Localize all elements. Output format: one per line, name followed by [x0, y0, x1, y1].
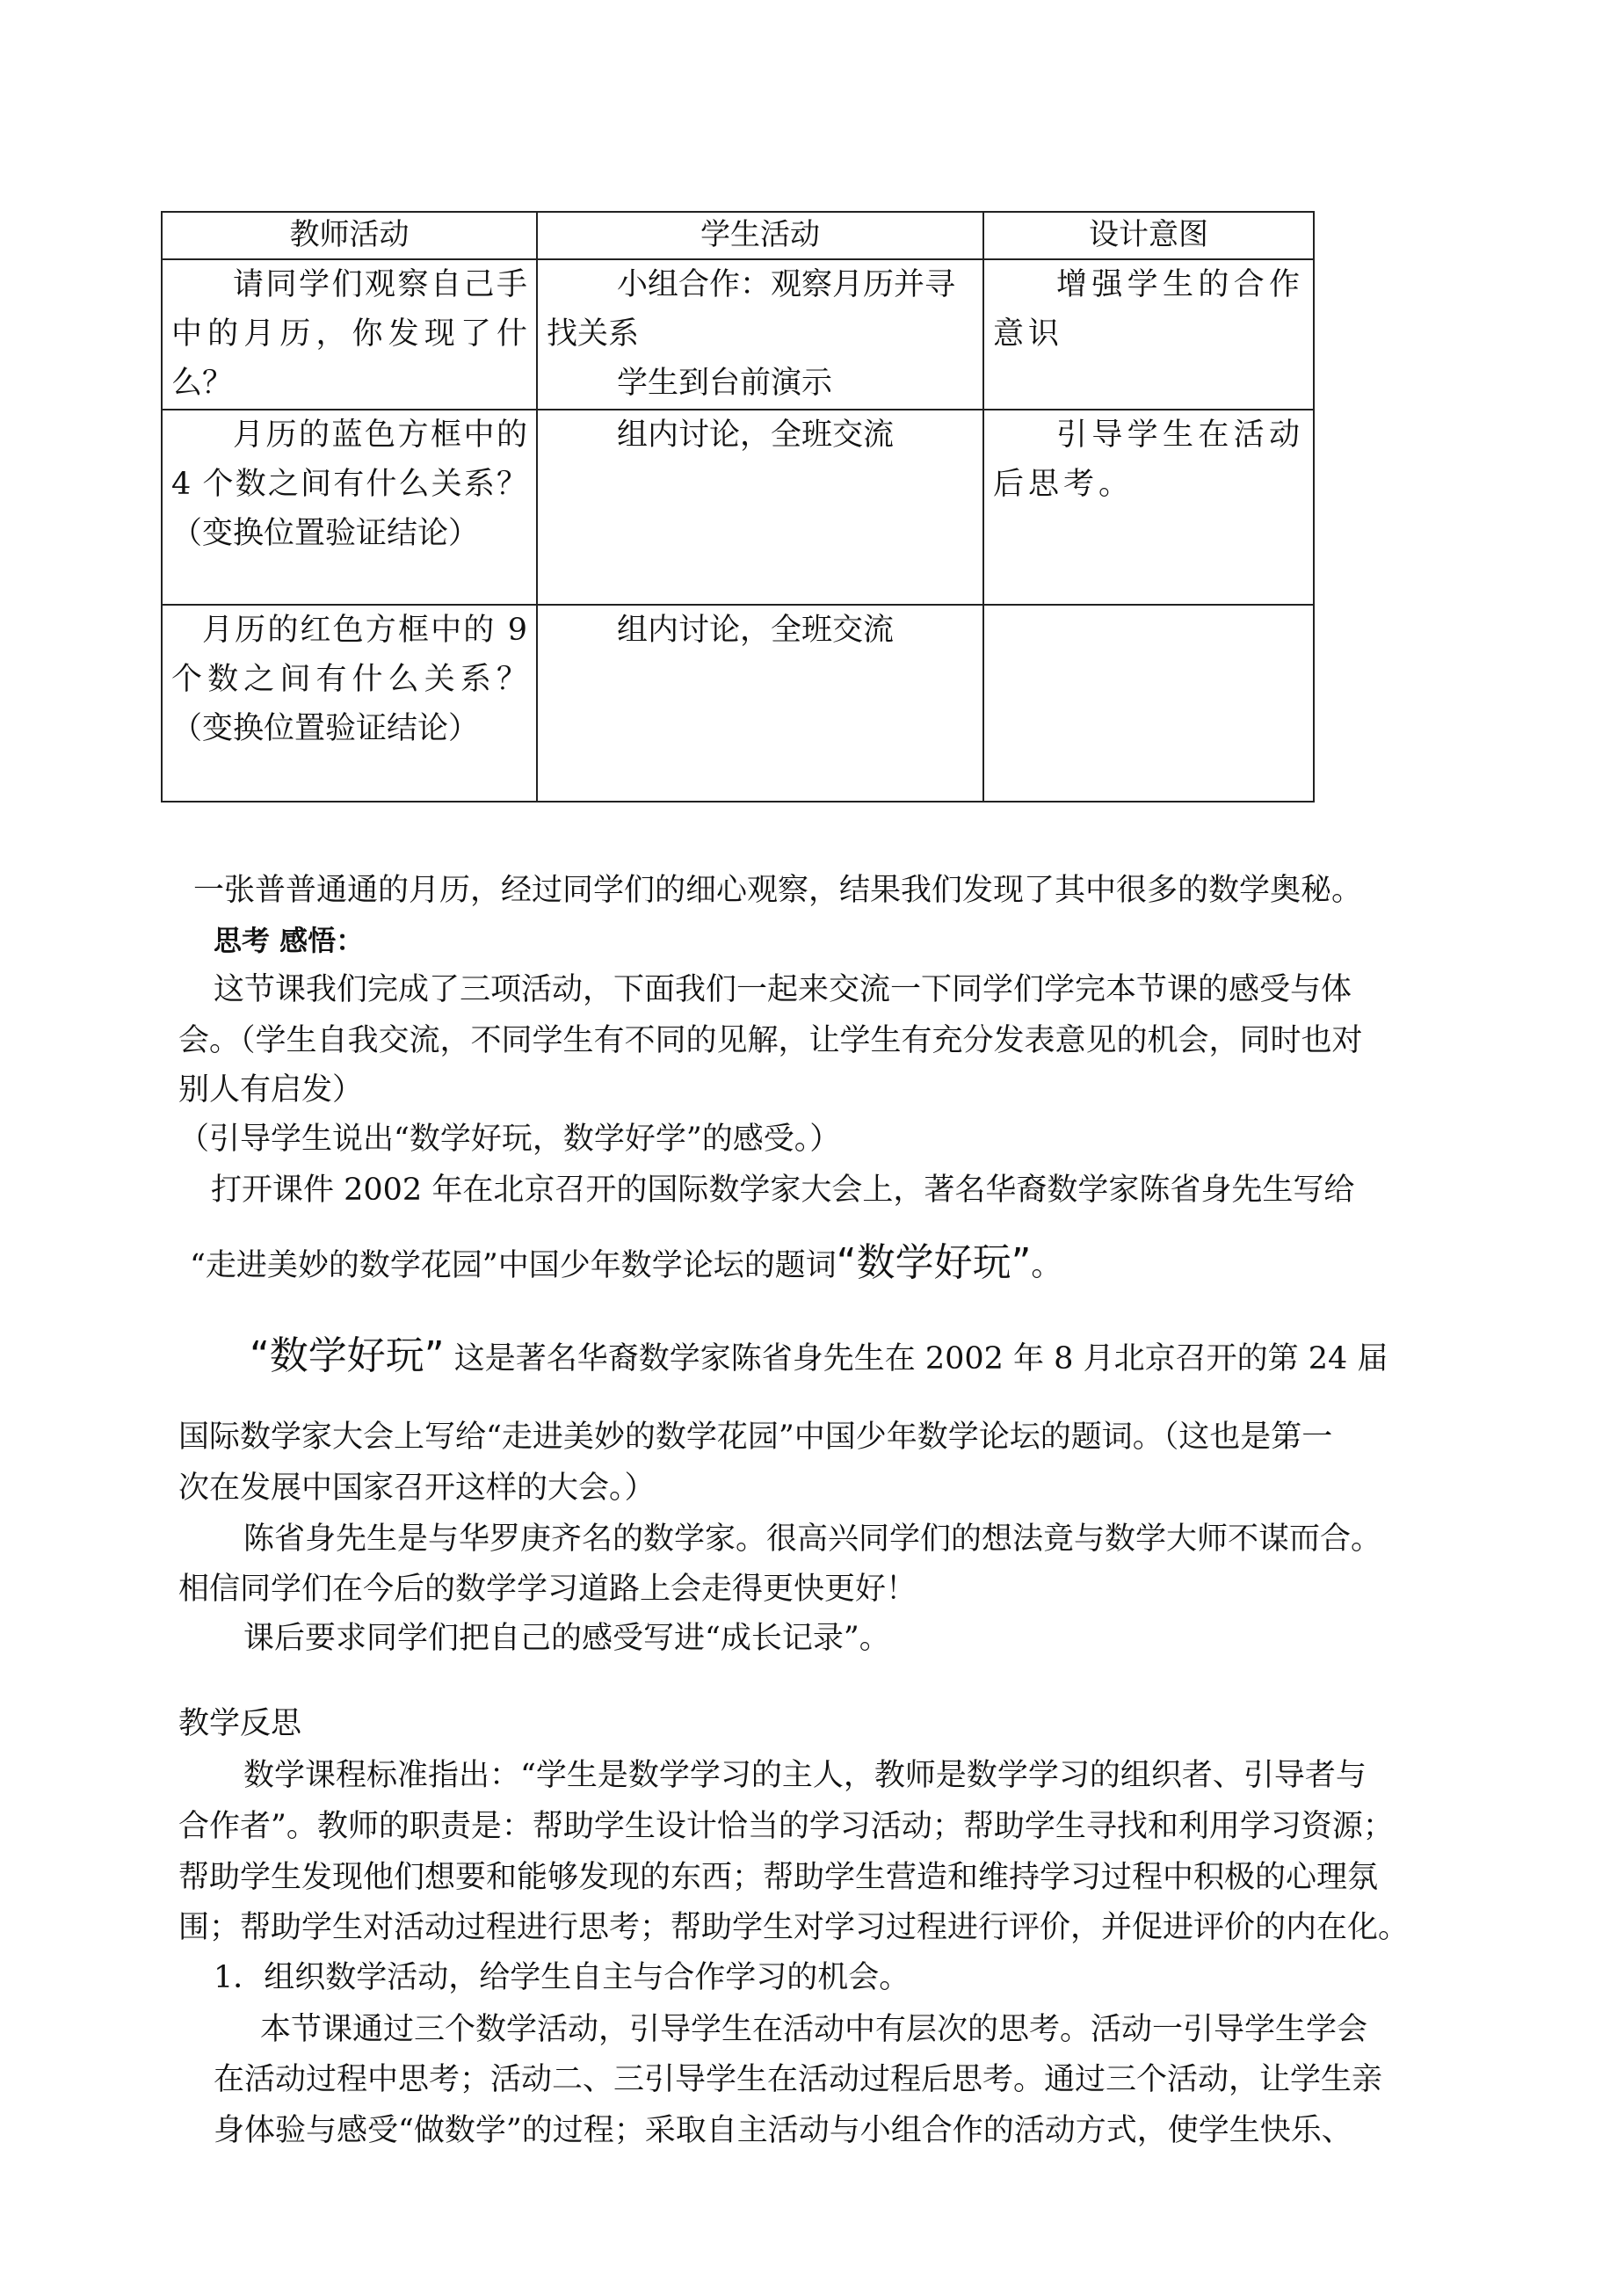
- paragraph-guide: （引导学生说出“数学好玩，数学好学”的感受。）: [178, 1122, 841, 1157]
- student-activity-cell: [537, 259, 983, 410]
- paragraph-standard-line4: 围；帮助学生对活动过程进行思考；帮助学生对学习过程进行评价，并促进评价的内在化。: [178, 1910, 1410, 1945]
- design-intent-cell: 引导学生在活动后思考。: [983, 410, 1314, 605]
- paragraph-activities-line1: 本节课通过三个数学活动，引导学生在活动中有层次的思考。活动一引导学生学会: [260, 2012, 1368, 2047]
- paragraph-homework: 课后要求同学们把自己的感受写进“成长记录”。: [243, 1621, 890, 1656]
- paragraph-inscription-line1: “数学好玩” 这是著名华裔数学家陈省身先生在 2002 年 8 月北京召开的第 24 届: [250, 1333, 1388, 1378]
- paragraph-chen-line2: 相信同学们在今后的数学学习道路上会走得更快更好！: [178, 1572, 917, 1607]
- teacher-activity-cell: 月历的蓝色方框中的 4 个数之间有什么关系？（变换位置验证结论）: [162, 410, 537, 605]
- design-intent-cell: 增强学生的合作意识: [983, 259, 1314, 410]
- paragraph-standard-line2: 合作者”。教师的职责是：帮助学生设计恰当的学习活动；帮助学生寻找和利用学习资源；: [178, 1809, 1394, 1844]
- inscription-highlight: “数学好玩”: [836, 1240, 1032, 1285]
- paragraph-standard-line3: 帮助学生发现他们想要和能够发现的东西；帮助学生营造和维持学习过程中积极的心理氛: [178, 1860, 1379, 1895]
- student-activity-cell: [537, 410, 983, 605]
- teacher-activity-cell: 月历的红色方框中的 9 个数之间有什么关系？（变换位置验证结论）: [162, 605, 537, 802]
- student-activity-line: 组内讨论，全班交流: [617, 613, 895, 648]
- paragraph-activities-line2: 在活动过程中思考；活动二、三引导学生在活动过程后思考。通过三个活动，让学生亲: [214, 2062, 1383, 2097]
- list-item-1: 1．组织数学活动，给学生自主与合作学习的机会。: [214, 1960, 910, 1995]
- teacher-activity-cell: 请同学们观察自己手中的月历，你发现了什么？: [162, 259, 537, 410]
- table-row: [162, 410, 1314, 605]
- heading-think: 思考 感悟：: [214, 924, 365, 957]
- paragraph-summary: 一张普普通通的月历，经过同学们的细心观察，结果我们发现了其中很多的数学奥秘。: [193, 873, 1363, 908]
- paragraph-standard-line1: 数学课程标准指出：“学生是数学学习的主人，教师是数学学习的组织者、引导者与: [243, 1758, 1367, 1793]
- table-row: [162, 259, 1314, 410]
- paragraph-exchange-line1: 这节课我们完成了三项活动，下面我们一起来交流一下同学们学完本节课的感受与体: [214, 972, 1352, 1007]
- table-row: [162, 605, 1314, 802]
- header-student-activity: 学生活动: [537, 212, 983, 259]
- design-intent-cell: [983, 605, 1314, 802]
- student-activity-cell: [537, 605, 983, 802]
- paragraph-exchange-line2: 会。（学生自我交流，不同学生有不同的见解，让学生有充分发表意见的机会，同时也对: [178, 1023, 1363, 1058]
- paragraph-courseware-line1: 打开课件 2002 年在北京召开的国际数学家大会上，著名华裔数学家陈省身先生写给: [211, 1173, 1355, 1208]
- student-activity-line: 学生到台前演示: [617, 366, 833, 401]
- student-activity-line: 组内讨论，全班交流: [617, 418, 895, 453]
- paragraph-courseware-line2: “走进美妙的数学花园”中国少年数学论坛的题词“数学好玩”。: [190, 1240, 1062, 1285]
- paragraph-inscription-line3: 次在发展中国家召开这样的大会。）: [178, 1471, 656, 1506]
- header-design-intent: 设计意图: [983, 212, 1314, 259]
- heading-teaching-reflection: 教学反思: [178, 1706, 302, 1741]
- paragraph-exchange-line3: 别人有启发）: [178, 1072, 364, 1108]
- paragraph-chen-line1: 陈省身先生是与华罗庚齐名的数学家。很高兴同学们的想法竟与数学大师不谋而合。: [243, 1522, 1382, 1557]
- lesson-activity-table: [161, 211, 1315, 803]
- table-header-row: [162, 212, 1314, 259]
- paragraph-activities-line3: 身体验与感受“做数学”的过程；采取自主活动与小组合作的活动方式，使学生快乐、: [214, 2113, 1352, 2148]
- paragraph-inscription-line2: 国际数学家大会上写给“走进美妙的数学花园”中国少年数学论坛的题词。（这也是第一: [178, 1420, 1333, 1455]
- header-teacher-activity: 教师活动: [162, 212, 537, 259]
- inscription-highlight: “数学好玩”: [250, 1333, 445, 1378]
- student-activity-line: 小组合作：观察月历并寻找关系: [547, 267, 956, 352]
